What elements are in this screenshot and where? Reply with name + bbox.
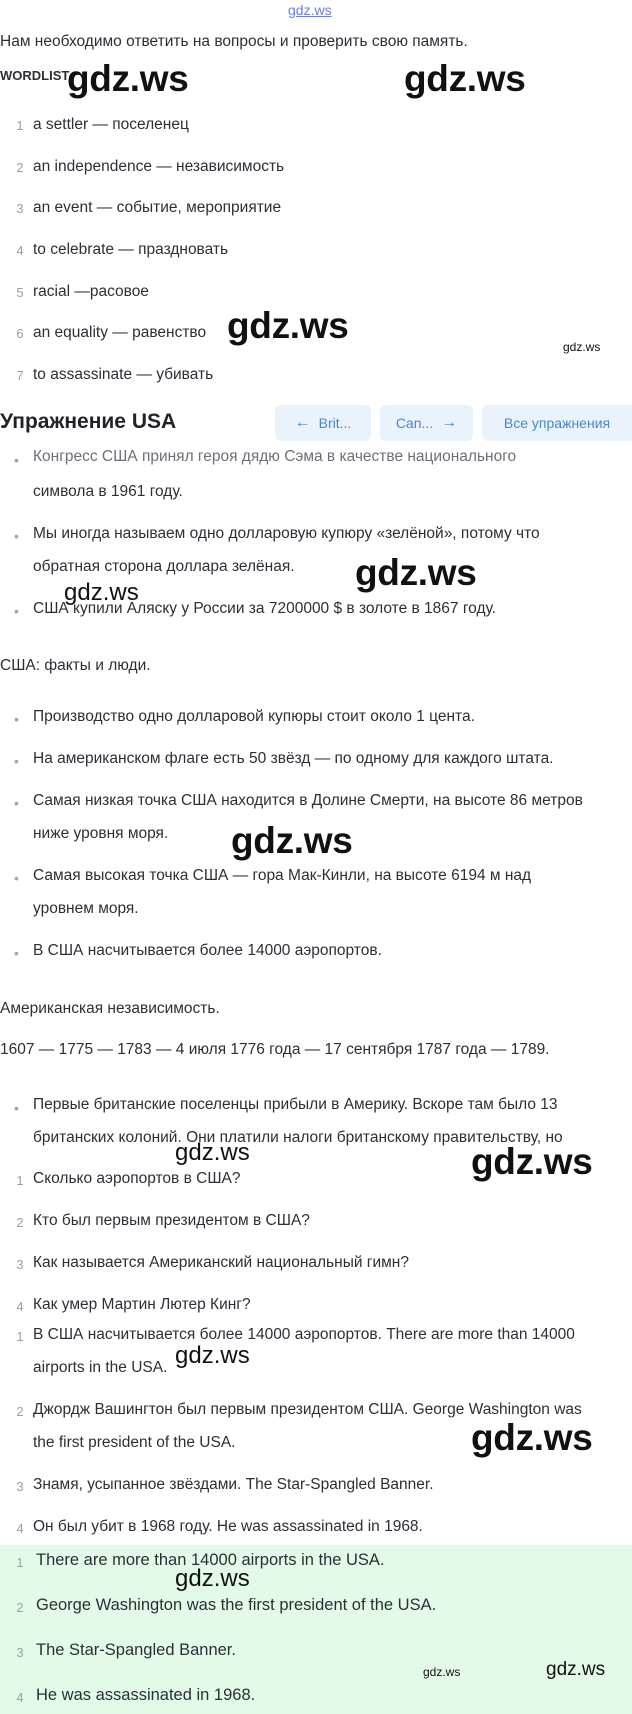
list-item: Джордж Вашингтон был первым президентом США. George Washington was: [33, 1401, 582, 1418]
list-item: racial —расовое: [33, 283, 149, 300]
list-item: a settler — поселенец: [33, 116, 189, 133]
list-item: He was assassinated in 1968.: [36, 1686, 256, 1704]
intro-text: Нам необходимо ответить на вопросы и проверить свою память.: [0, 33, 468, 50]
list-item: Самая высокая точка США — гора Мак-Кинли, на высоте 6194 м над: [33, 867, 532, 884]
all-exercises-label: Все упражнения: [503, 415, 611, 431]
list-item: George Washington was the first president of the USA.: [36, 1596, 437, 1614]
watermark: gdz.ws: [175, 1565, 250, 1592]
list-item-continuation: the first president of the USA.: [33, 1434, 236, 1451]
list-item: В США насчитывается более 14000 аэропортов. There are more than 14000: [33, 1326, 575, 1343]
list-item-continuation: airports in the USA.: [33, 1359, 168, 1376]
wordlist-label: WORDLIST: [0, 68, 70, 83]
all-exercises-button[interactable]: [482, 405, 632, 441]
bullet: •: [14, 603, 19, 619]
watermark: gdz.ws: [231, 820, 353, 861]
list-item: Как называется Американский национальный гимн?: [33, 1254, 409, 1271]
list-number: 7: [16, 368, 24, 383]
list-item: Мы иногда называем одно долларовую купюру «зелёной», потому что: [33, 525, 540, 542]
list-number: 1: [16, 1555, 24, 1570]
page-title: Упражнение USA: [0, 410, 177, 433]
prev-exercise-label: Brit...: [318, 415, 352, 431]
list-item: В США насчитывается более 14000 аэропортов.: [33, 942, 382, 959]
list-number: 2: [16, 1404, 24, 1419]
list-item-continuation: символа в 1961 году.: [33, 483, 183, 500]
bullet: •: [14, 945, 19, 961]
list-item: США купили Аляску у России за 7200000 $ в золоте в 1867 году.: [33, 600, 496, 617]
list-item: to celebrate — праздновать: [33, 241, 229, 258]
section-heading: Американская независимость.: [0, 1000, 220, 1017]
list-number: 3: [16, 1257, 24, 1272]
list-item-continuation: уровнем моря.: [33, 900, 139, 917]
timeline-text: 1607 — 1775 — 1783 — 4 июля 1776 года — 17 сентября 1787 года — 1789.: [0, 1041, 550, 1058]
list-number: 4: [16, 1299, 24, 1314]
list-item-continuation: ниже уровня моря.: [33, 825, 169, 842]
list-item: The Star-Spangled Banner.: [36, 1641, 236, 1659]
list-item: Как умер Мартин Лютер Кинг?: [33, 1296, 251, 1313]
watermark: gdz.ws: [227, 305, 349, 346]
bullet: •: [14, 1100, 19, 1116]
bullet: •: [14, 528, 19, 544]
watermark: gdz.ws: [67, 58, 189, 99]
list-number: 4: [16, 243, 24, 258]
watermark: gdz.ws: [175, 1139, 250, 1166]
list-item: an event — событие, мероприятие: [33, 199, 282, 216]
list-item: Производство одно долларовой купюры стоит около 1 цента.: [33, 708, 475, 725]
bullet: •: [14, 870, 19, 886]
watermark: gdz.ws: [404, 58, 526, 99]
watermark: gdz.ws: [563, 340, 601, 354]
list-item: an equality — равенство: [33, 324, 207, 341]
bullet: •: [14, 795, 19, 811]
list-number: 2: [16, 1215, 24, 1230]
watermark: gdz.ws: [355, 552, 477, 593]
list-item: Конгресс США принял героя дядю Сэма в качестве национального: [33, 448, 517, 465]
list-number: 4: [16, 1521, 24, 1536]
list-item: Сколько аэропортов в США?: [33, 1170, 241, 1187]
list-item: There are more than 14000 airports in the USA.: [36, 1551, 385, 1569]
list-item: to assassinate — убивать: [33, 366, 214, 383]
bullet: •: [14, 711, 19, 727]
list-item-continuation: обратная сторона доллара зелёная.: [33, 558, 295, 575]
bullet: •: [14, 452, 19, 468]
list-number: 6: [16, 326, 24, 341]
list-number: 5: [16, 285, 24, 300]
watermark: gdz.ws: [546, 1659, 606, 1680]
watermark: gdz.ws: [471, 1417, 593, 1458]
section-heading: США: факты и люди.: [0, 657, 151, 674]
list-item: Кто был первым президентом в США?: [33, 1212, 310, 1229]
bullet: •: [14, 753, 19, 769]
arrow-right-icon: →: [441, 414, 458, 431]
list-number: 4: [16, 1690, 24, 1705]
list-number: 1: [16, 1173, 24, 1188]
list-item: Самая низкая точка США находится в Долине Смерти, на высоте 86 метров: [33, 792, 583, 809]
list-item: На американском флаге есть 50 звёзд — по одному для каждого штата.: [33, 750, 554, 767]
next-exercise-button[interactable]: [380, 405, 473, 441]
watermark: gdz.ws: [471, 1141, 593, 1182]
list-number: 3: [16, 1645, 24, 1660]
list-item-continuation: британских колоний. Они платили налоги британскому правительству, но: [33, 1129, 563, 1146]
list-item: Знамя, усыпанное звёздами. The Star-Spangled Banner.: [33, 1476, 434, 1493]
list-number: 2: [16, 1600, 24, 1615]
list-item: an independence — независимость: [33, 158, 285, 175]
list-item: Первые британские поселенцы прибыли в Америку. Вскоре там было 13: [33, 1096, 558, 1113]
watermark-top: gdz.ws: [288, 2, 332, 18]
list-number: 2: [16, 160, 24, 175]
watermark: gdz.ws: [64, 579, 139, 606]
prev-exercise-button[interactable]: [275, 405, 371, 441]
arrow-left-icon: ←: [294, 414, 311, 431]
next-exercise-label: Can...: [395, 415, 434, 431]
list-number: 3: [16, 201, 24, 216]
list-item: Он был убит в 1968 году. He was assassinated in 1968.: [33, 1518, 423, 1535]
watermark: gdz.ws: [423, 1665, 461, 1679]
list-number: 1: [16, 1329, 24, 1344]
watermark: gdz.ws: [175, 1342, 250, 1369]
list-number: 3: [16, 1479, 24, 1494]
list-number: 1: [16, 118, 24, 133]
